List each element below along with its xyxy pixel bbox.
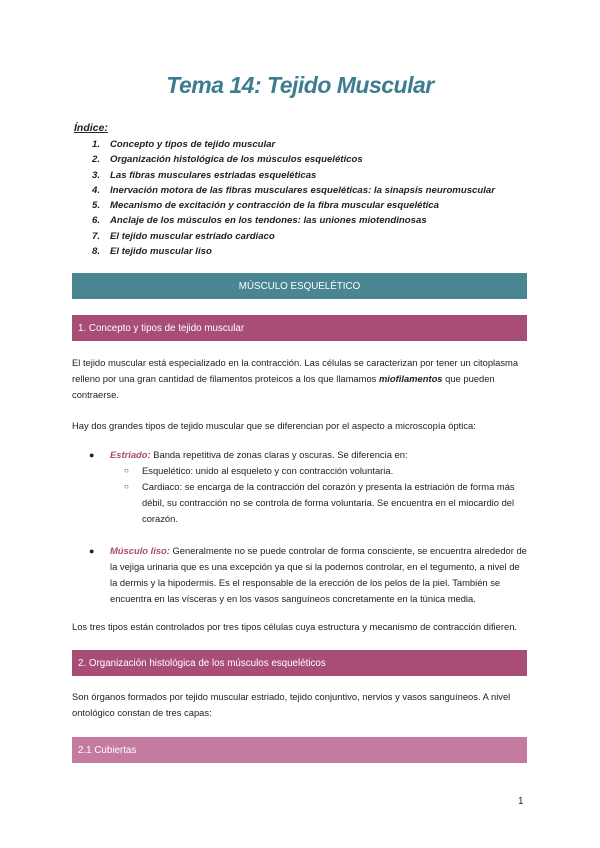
index-item [92,137,534,152]
index-item-number: 7. [92,230,101,242]
index-item-text: Inervación motora de las fibras musculares esqueléticas: la sinapsis neuromuscular [110,184,495,196]
term-estriado: Estriado: [110,449,151,460]
table-of-contents [74,122,534,259]
index-item [92,168,534,183]
section-heading-1: 1. Concepto y tipos de tejido muscular [72,315,527,341]
index-item [92,229,534,244]
index-item [92,152,534,167]
bullet-icon: ● [89,450,95,460]
index-item-text: Las fibras musculares estriadas esqueléticas [110,169,317,181]
main-section-banner: MÚSCULO ESQUELÉTICO [72,273,527,299]
index-item-text: El tejido muscular liso [110,246,212,258]
index-item-number: 2. [92,154,101,166]
list-item-text: Generalmente no se puede controlar de forma consciente, se encuentra alrededor de la vejiga urinaria que es una excepción ya que si la podemos controlar, en el tegumento, a nivel de la dermis y la hipodermis. Es el responsable de la erección de los pelos de la piel. También se encuentra en las vísceras y en los vasos sanguíneos concretamente en la túnica media. [110,545,527,604]
index-item [92,198,534,213]
index-list [74,137,534,259]
index-item-text: Concepto y tipos de tejido muscular [110,139,276,150]
index-item-number: 3. [92,169,101,181]
paragraph-text: que pueden contraerse. [72,373,495,400]
subsection-heading: 2.1 Cubiertas [72,737,527,763]
circle-bullet-icon: ○ [124,482,129,491]
page-number: 1 [518,796,524,807]
paragraph-control: Los tres tipos están controlados por tres tipos células cuya estructura y mecanismo de contracción difieren. [72,621,518,632]
circle-bullet-icon: ○ [124,466,129,475]
list-item [72,543,527,607]
index-item-number: 6. [92,215,101,227]
bullet-icon: ● [89,546,95,556]
section-heading-2: 2. Organización histológica de los músculos esqueléticos [72,650,527,676]
list-item-text: Banda repetitiva de zonas claras y oscuras. Se diferencia en: [150,449,408,460]
index-item-text: Anclaje de los músculos en los tendones: las uniones miotendinosas [110,215,427,227]
index-item-number: 8. [92,246,101,258]
index-item [92,244,534,259]
list-item [72,447,527,527]
term-miofilamentos: miofilamentos [378,373,443,384]
index-item-number: 4. [92,184,101,196]
page-title: Tema 14: Tejido Muscular [166,72,434,98]
index-item-text: Organización histológica de los músculos esqueléticos [110,154,363,166]
index-item-number: 1. [92,139,101,150]
paragraph-text: El tejido muscular está especializado en la contracción. Las células se caracterizan por tener un citoplasma relleno por una gran cantidad de filamentos proteicos a los que llamamos [72,357,519,384]
index-item-number: 5. [92,200,101,212]
index-item-text: El tejido muscular estriado cardiaco [110,230,275,242]
paragraph-intro [72,355,527,403]
index-item [92,213,534,228]
paragraph-types: Hay dos grandes tipos de tejido muscular que se diferencian por el aspecto a microscopía óptica: [72,420,476,431]
sub-list-item [124,463,527,479]
sub-list [110,463,527,527]
index-item [92,183,534,198]
bullet-list [72,447,527,607]
index-heading: Índice: [74,122,108,134]
index-item-text: Mecanismo de excitación y contracción de la fibra muscular esquelética [110,200,439,212]
paragraph-organization: Son órganos formados por tejido muscular estriado, tejido conjuntivo, nervios y vasos sanguíneos. A nivel ontológico constan de tres capas: [72,691,511,718]
sub-list-text: Cardiaco: se encarga de la contracción del corazón y presenta la estriación de forma más débil, su contracción no se controla de forma voluntaria. Se encuentra en el miocardio del corazón. [142,481,515,524]
term-musculo-liso: Músculo liso: [110,545,170,556]
sub-list-item [124,479,527,527]
sub-list-text: Esquelético: unido al esqueleto y con contracción voluntaria. [142,465,394,476]
